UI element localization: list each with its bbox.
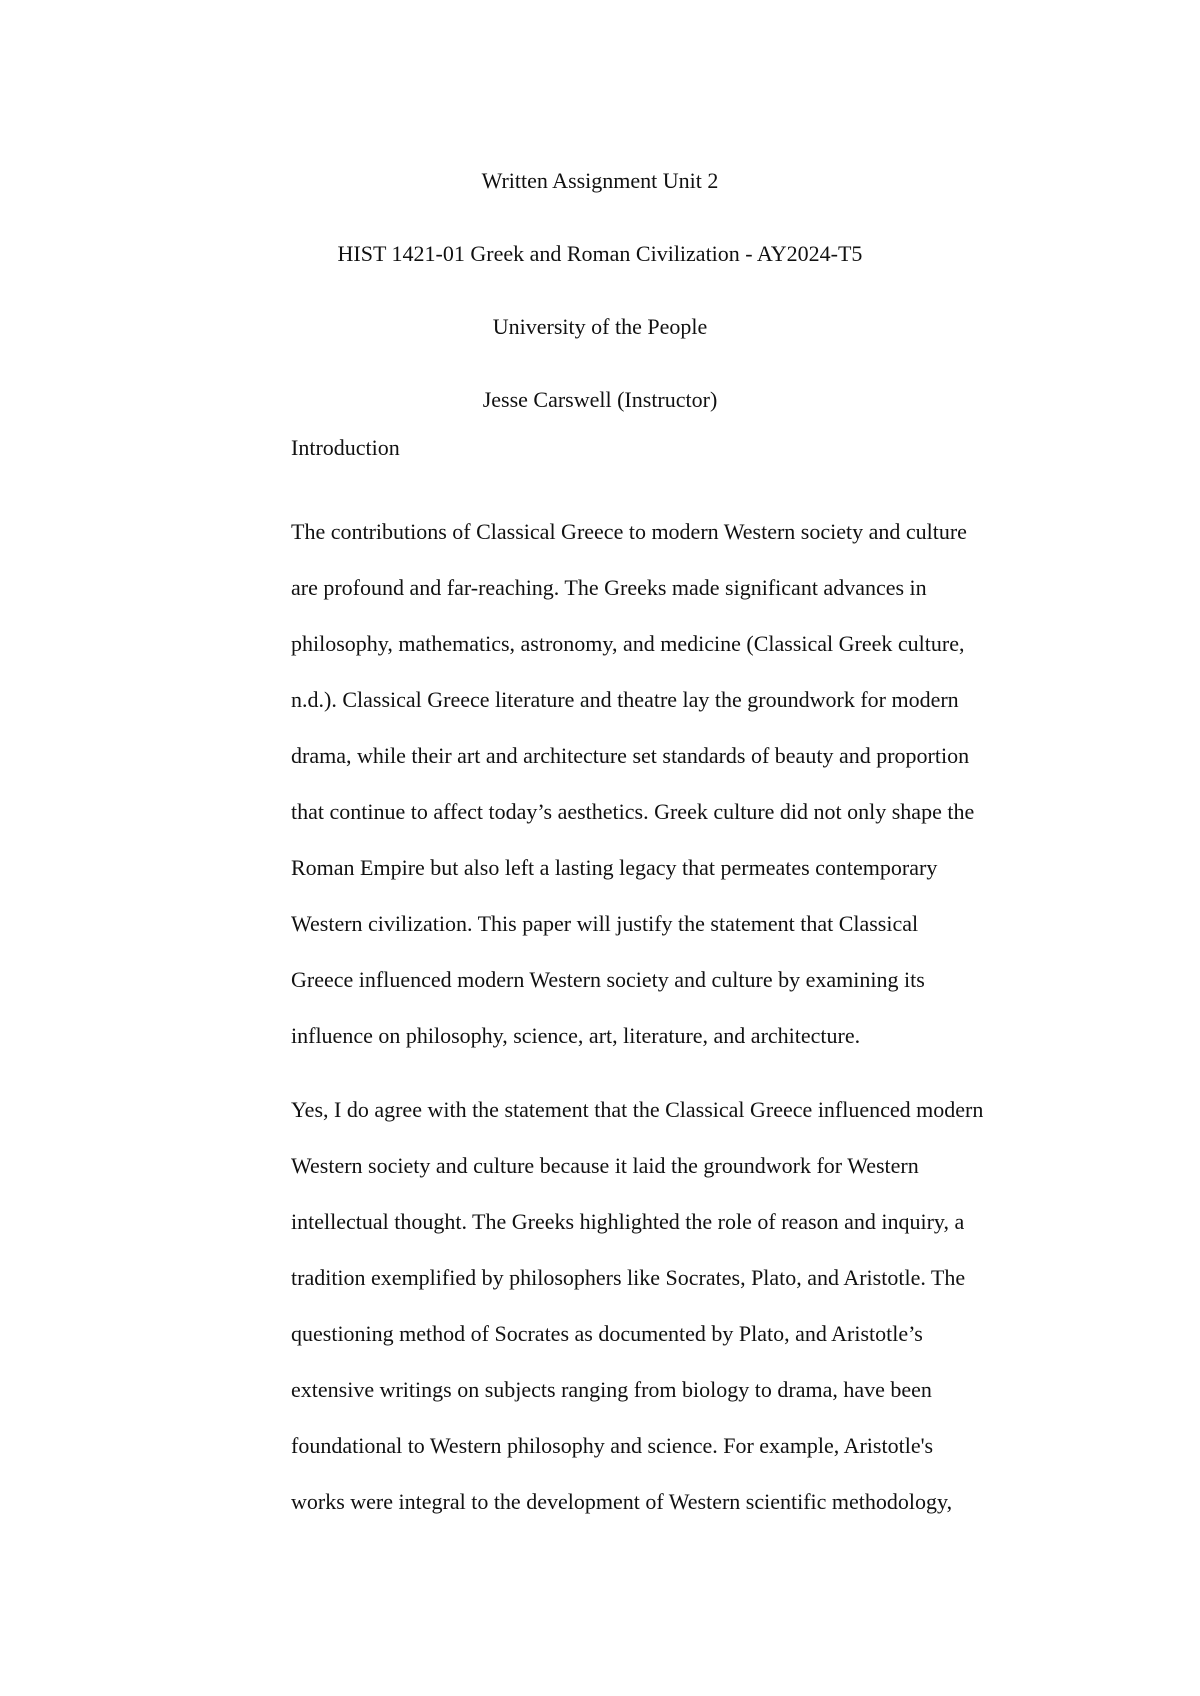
paragraph-line: Greece influenced modern Western society and culture by examining its (291, 967, 925, 992)
university-line: University of the People (492, 314, 708, 339)
paragraph-line: tradition exemplified by philosophers like Socrates, Plato, and Aristotle. The (291, 1265, 966, 1290)
paragraph-line: philosophy, mathematics, astronomy, and medicine (Classical Greek culture, (291, 631, 965, 656)
document-body (291, 433, 1091, 1530)
paragraph-line: extensive writings on subjects ranging from biology to drama, have been (291, 1377, 932, 1402)
paragraph-line: influence on philosophy, science, art, literature, and architecture. (291, 1023, 861, 1048)
paragraph-line: questioning method of Socrates as documented by Plato, and Aristotle’s (291, 1321, 923, 1346)
paragraph-line: Western civilization. This paper will justify the statement that Classical (291, 911, 919, 936)
paragraph-line: are profound and far-reaching. The Greeks made significant advances in (291, 575, 927, 600)
section-heading: Introduction (291, 435, 400, 460)
paragraph-line: intellectual thought. The Greeks highlighted the role of reason and inquiry, a (291, 1209, 965, 1234)
paragraph-introduction (291, 504, 1091, 1064)
paragraph-line: The contributions of Classical Greece to modern Western society and culture (291, 519, 967, 544)
paragraph-line: n.d.). Classical Greece literature and theatre lay the groundwork for modern (291, 687, 959, 712)
paragraph-line: that continue to affect today’s aesthetics. Greek culture did not only shape the (291, 799, 975, 824)
paragraph-line: Western society and culture because it laid the groundwork for Western (291, 1153, 919, 1178)
course-line: HIST 1421-01 Greek and Roman Civilization - AY2024-T5 (337, 241, 863, 266)
instructor-line: Jesse Carswell (Instructor) (482, 387, 718, 412)
paragraph-line: Yes, I do agree with the statement that the Classical Greece influenced modern (291, 1097, 984, 1122)
title-block (0, 144, 1200, 436)
paragraph-line: foundational to Western philosophy and science. For example, Aristotle's (291, 1433, 934, 1458)
paragraph-line: Roman Empire but also left a lasting legacy that permeates contemporary (291, 855, 938, 880)
paragraph-line: works were integral to the development of Western scientific methodology, (291, 1489, 953, 1514)
paragraph-line: drama, while their art and architecture set standards of beauty and proportion (291, 743, 970, 768)
assignment-title: Written Assignment Unit 2 (481, 168, 719, 193)
paragraph-agreement (291, 1082, 1091, 1530)
